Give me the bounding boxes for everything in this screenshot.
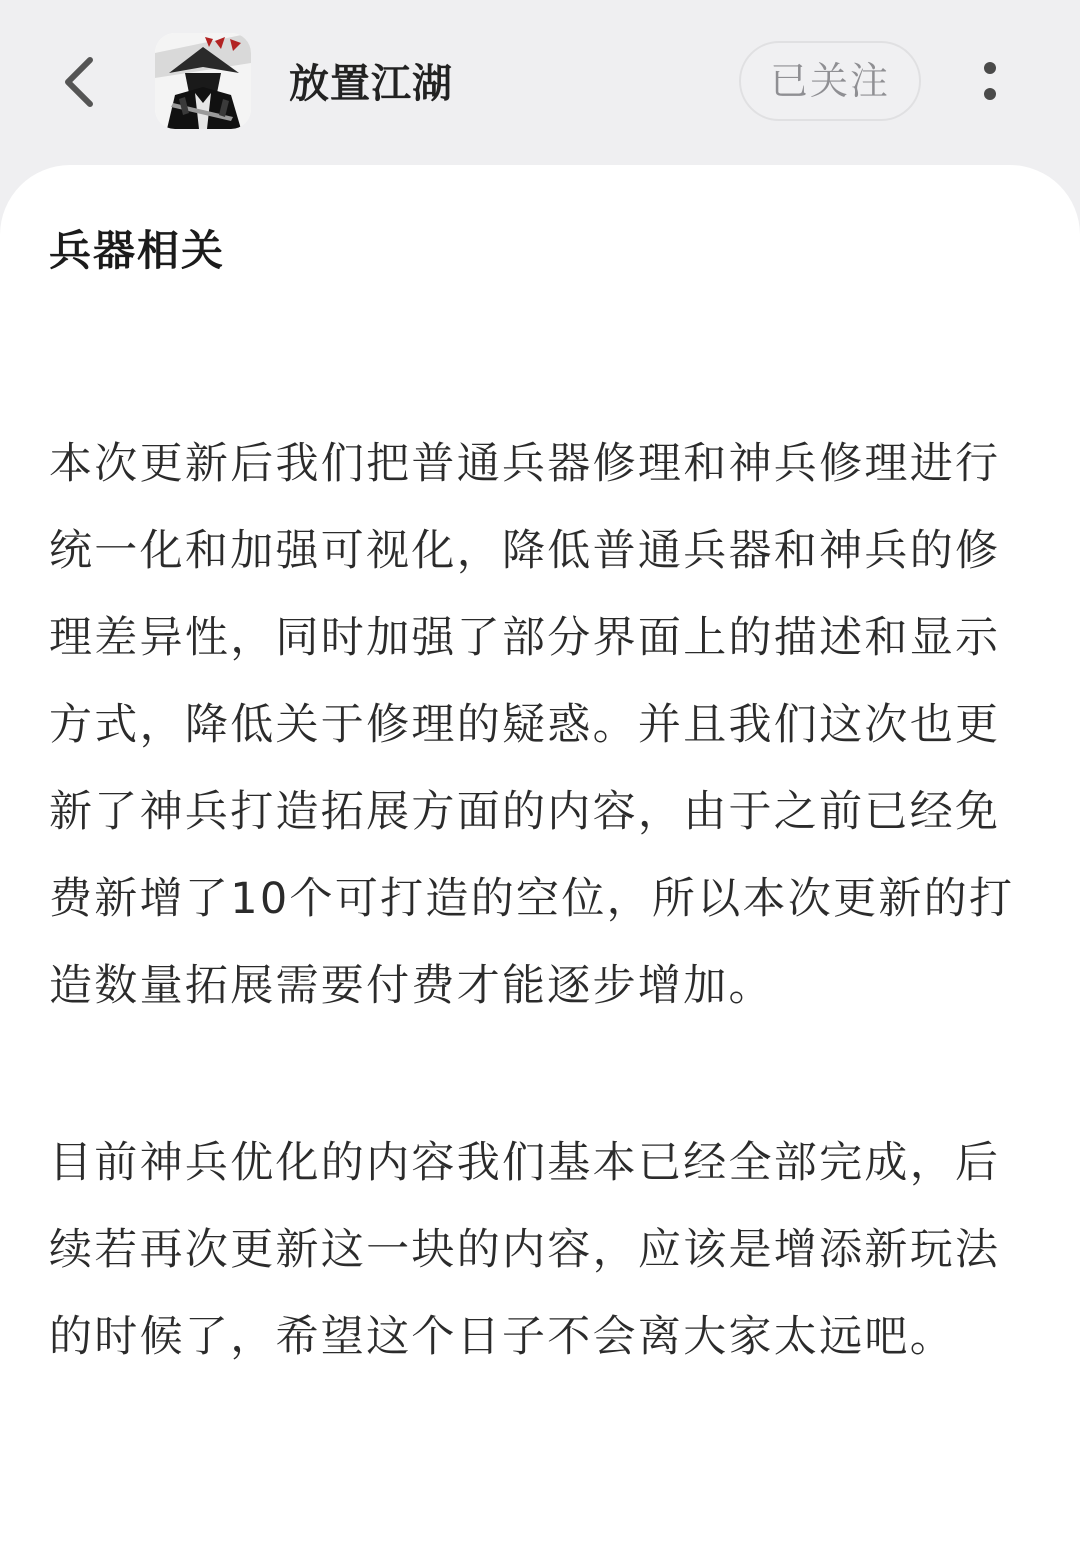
post-paragraph: 本次更新后我们把普通兵器修理和神兵修理进行统一化和加强可视化，降低普通兵器和神兵的修理差异性，同时加强了部分界面上的描述和显示方式，降低关于修理的疑惑。并且我们这次也更新了神兵打造拓展方面的内容，由于之前已经免费新增了10个可打造的空位，所以本次更新的打造数量拓展需要付费才能逐步增加。 [49, 439, 1015, 1011]
top-bar [0, 0, 1080, 165]
more-vertical-icon [984, 62, 996, 74]
game-app-icon [155, 33, 251, 129]
more-options-button[interactable] [962, 52, 1018, 112]
chevron-left-icon [60, 54, 100, 110]
back-button[interactable] [48, 46, 112, 118]
more-vertical-icon-dot [984, 88, 996, 100]
follow-button[interactable]: 已关注 [739, 41, 921, 121]
post-paragraph: 目前神兵优化的内容我们基本已经全部完成，后续若再次更新这一块的内容，应该是增添新玩法的时候了，希望这个日子不会离大家太远吧。 [49, 1138, 1001, 1362]
post-card [0, 165, 1080, 1545]
section-title: 兵器相关 [49, 226, 226, 275]
app-icon[interactable] [155, 33, 251, 129]
app-title[interactable]: 放置江湖 [289, 61, 453, 107]
